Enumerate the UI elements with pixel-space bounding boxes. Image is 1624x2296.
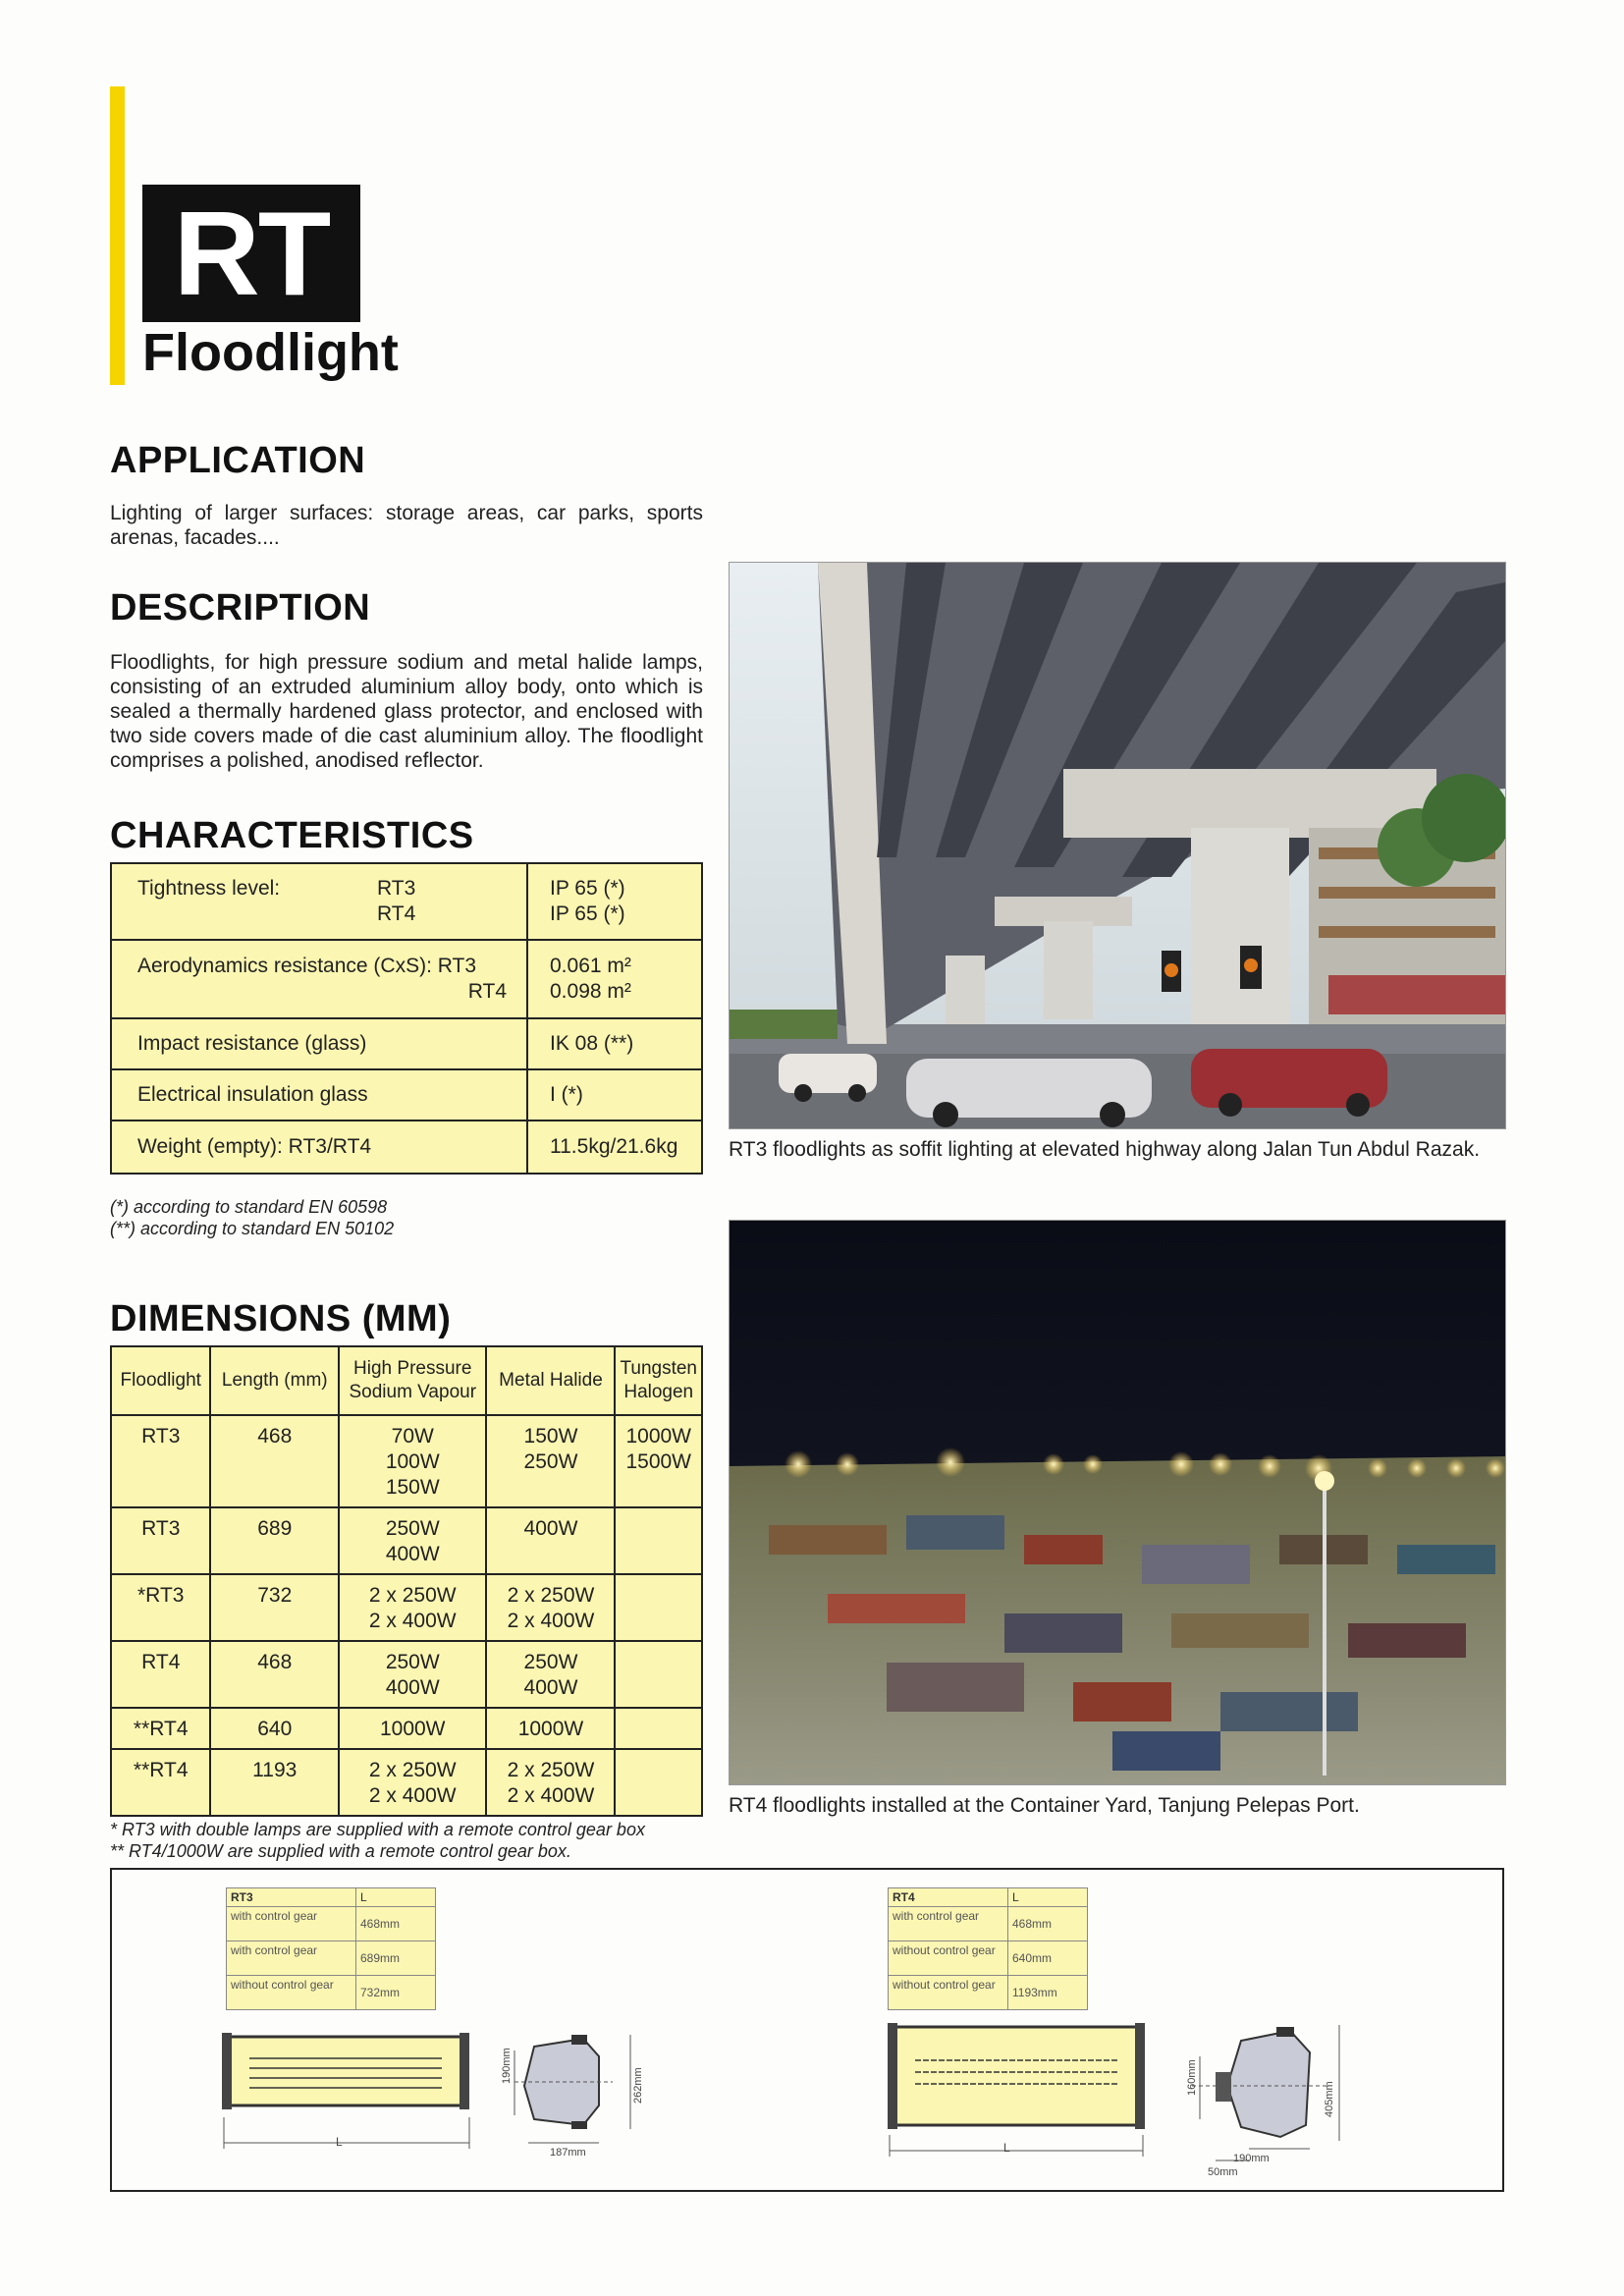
table-cell: Impact resistance (glass) — [111, 1018, 527, 1069]
rt3-side-view — [505, 2027, 652, 2164]
mini-head: L — [1008, 1888, 1088, 1907]
rt3-height-label: 190mm — [501, 2048, 513, 2084]
table-row — [111, 1069, 702, 1121]
char-value: IP 65 (*) — [550, 877, 625, 900]
table-cell: 732 — [210, 1574, 339, 1641]
mini-label: with control gear — [893, 1909, 980, 1923]
mini-value: 468mm — [356, 1907, 436, 1941]
table-cell — [111, 863, 527, 940]
mini-label: without control gear — [231, 1978, 334, 1992]
rt3-length-table — [226, 1887, 436, 2010]
photo-caption-2: RT4 floodlights installed at the Container Yard, Tanjung Pelepas Port. — [729, 1794, 1360, 1817]
table-cell: 150W 250W — [486, 1415, 615, 1507]
table-cell: Electrical insulation glass — [111, 1069, 527, 1121]
table-cell: RT3 — [111, 1507, 210, 1574]
table-cell: I (*) — [527, 1069, 702, 1121]
technical-drawings — [110, 1868, 1504, 2192]
mini-head: L — [356, 1888, 436, 1907]
highway-illustration — [730, 563, 1505, 1128]
table-row — [111, 1749, 702, 1816]
mini-value: 640mm — [1008, 1941, 1088, 1976]
table-cell: 11.5kg/21.6kg — [527, 1121, 702, 1174]
table-cell — [615, 1749, 702, 1816]
char-label: Aerodynamics resistance (CxS): RT3 — [137, 955, 477, 977]
column-header: Tungsten Halogen — [615, 1346, 702, 1415]
rt3-length-label: L — [336, 2135, 343, 2149]
dimensions-table — [110, 1345, 703, 1817]
table-cell: Weight (empty): RT3/RT4 — [111, 1121, 527, 1174]
characteristics-heading: CHARACTERISTICS — [110, 815, 474, 856]
table-cell — [111, 940, 527, 1018]
table-cell: RT4 — [111, 1641, 210, 1708]
photo-caption-1: RT3 floodlights as soffit lighting at elevated highway along Jalan Tun Abdul Razak. — [729, 1138, 1481, 1161]
column-header: Floodlight — [111, 1346, 210, 1415]
application-text: Lighting of larger surfaces: storage areas, car parks, sports arenas, facades.... — [110, 502, 703, 549]
container-yard-illustration — [730, 1221, 1505, 1784]
rt3-total-label: 262mm — [632, 2067, 644, 2104]
table-cell: 250W 400W — [339, 1641, 486, 1708]
table-cell: IK 08 (**) — [527, 1018, 702, 1069]
column-header: High Pressure Sodium Vapour — [339, 1346, 486, 1415]
table-row — [111, 940, 702, 1018]
mini-label: without control gear — [893, 1978, 996, 1992]
table-cell: 2 x 250W 2 x 400W — [339, 1749, 486, 1816]
rt4-width-label: 190mm — [1233, 2153, 1270, 2164]
table-cell: 1000W — [339, 1708, 486, 1749]
mini-label: without control gear — [893, 1943, 996, 1957]
table-cell: *RT3 — [111, 1574, 210, 1641]
table-cell: 640 — [210, 1708, 339, 1749]
table-cell: RT3 — [111, 1415, 210, 1507]
table-cell — [615, 1708, 702, 1749]
char-sub: RT4 — [377, 902, 416, 925]
char-sub: RT4 — [467, 980, 507, 1003]
rt4-height-label: 160mm — [1186, 2059, 1198, 2096]
table-cell — [615, 1641, 702, 1708]
char-value: 0.061 m² — [550, 955, 631, 977]
table-cell: 400W — [486, 1507, 615, 1574]
mini-label: with control gear — [231, 1943, 318, 1957]
description-heading: DESCRIPTION — [110, 587, 371, 629]
table-cell: 2 x 250W 2 x 400W — [339, 1574, 486, 1641]
table-row — [111, 1574, 702, 1641]
table-cell: 250W 400W — [486, 1641, 615, 1708]
char-value: 0.098 m² — [550, 980, 631, 1003]
footnote: (*) according to standard EN 60598 — [110, 1197, 388, 1217]
mini-label: with control gear — [231, 1909, 318, 1923]
column-header: Length (mm) — [210, 1346, 339, 1415]
rt4-length-label: L — [1003, 2141, 1010, 2155]
table-cell: 2 x 250W 2 x 400W — [486, 1749, 615, 1816]
table-cell — [615, 1574, 702, 1641]
table-row — [111, 1641, 702, 1708]
highway-photo — [729, 562, 1506, 1129]
table-cell: 2 x 250W 2 x 400W — [486, 1574, 615, 1641]
accent-bar — [110, 86, 125, 385]
mini-value: 1193mm — [1008, 1976, 1088, 2010]
mini-value: 689mm — [356, 1941, 436, 1976]
table-row — [111, 1018, 702, 1069]
rt4-total-label: 405mm — [1324, 2081, 1335, 2117]
table-row — [111, 863, 702, 940]
rt3-front-view — [220, 2027, 475, 2164]
table-cell — [527, 940, 702, 1018]
table-cell: **RT4 — [111, 1749, 210, 1816]
table-cell: 1000W 1500W — [615, 1415, 702, 1507]
table-cell: **RT4 — [111, 1708, 210, 1749]
rt3-width-label: 187mm — [550, 2147, 586, 2159]
dimensions-footnotes — [110, 1819, 645, 1862]
dimensions-heading: DIMENSIONS (MM) — [110, 1298, 452, 1339]
product-subtitle: Floodlight — [142, 323, 399, 382]
application-heading: APPLICATION — [110, 440, 366, 481]
table-cell: 70W 100W 150W — [339, 1415, 486, 1507]
mini-value: 732mm — [356, 1976, 436, 2010]
table-cell: 1000W — [486, 1708, 615, 1749]
table-cell: 468 — [210, 1641, 339, 1708]
product-logo: RT — [142, 185, 360, 322]
table-cell — [615, 1507, 702, 1574]
char-value: IP 65 (*) — [550, 902, 625, 925]
characteristics-table — [110, 862, 703, 1175]
rt4-length-table — [888, 1887, 1088, 2010]
column-header: Metal Halide — [486, 1346, 615, 1415]
description-text: Floodlights, for high pressure sodium and metal halide lamps, consisting of an extruded aluminium alloy body, onto which is sealed a thermally hardened glass protector, and enclosed with two side covers made of die cast aluminium alloy. The floodlight comprises a polished, anodised reflector. — [110, 651, 703, 772]
footnote: (**) according to standard EN 50102 — [110, 1219, 395, 1238]
table-cell: 250W 400W — [339, 1507, 486, 1574]
table-cell: 1193 — [210, 1749, 339, 1816]
container-yard-photo — [729, 1220, 1506, 1785]
table-row — [111, 1708, 702, 1749]
table-row — [111, 1415, 702, 1507]
table-cell: 689 — [210, 1507, 339, 1574]
table-row — [111, 1121, 702, 1174]
char-label: Tightness level: — [137, 877, 281, 900]
mini-head: RT3 — [227, 1888, 356, 1907]
rt4-offset-label: 50mm — [1208, 2166, 1238, 2178]
mini-head: RT4 — [889, 1888, 1008, 1907]
mini-value: 468mm — [1008, 1907, 1088, 1941]
table-cell: 468 — [210, 1415, 339, 1507]
footnote: * RT3 with double lamps are supplied with a remote control gear box — [110, 1820, 645, 1839]
footnote: ** RT4/1000W are supplied with a remote control gear box. — [110, 1841, 571, 1861]
table-row — [111, 1507, 702, 1574]
table-header-row — [111, 1346, 702, 1415]
table-cell — [527, 863, 702, 940]
characteristics-footnotes — [110, 1196, 394, 1239]
rt4-front-view — [886, 2017, 1151, 2164]
char-sub: RT3 — [377, 877, 416, 900]
